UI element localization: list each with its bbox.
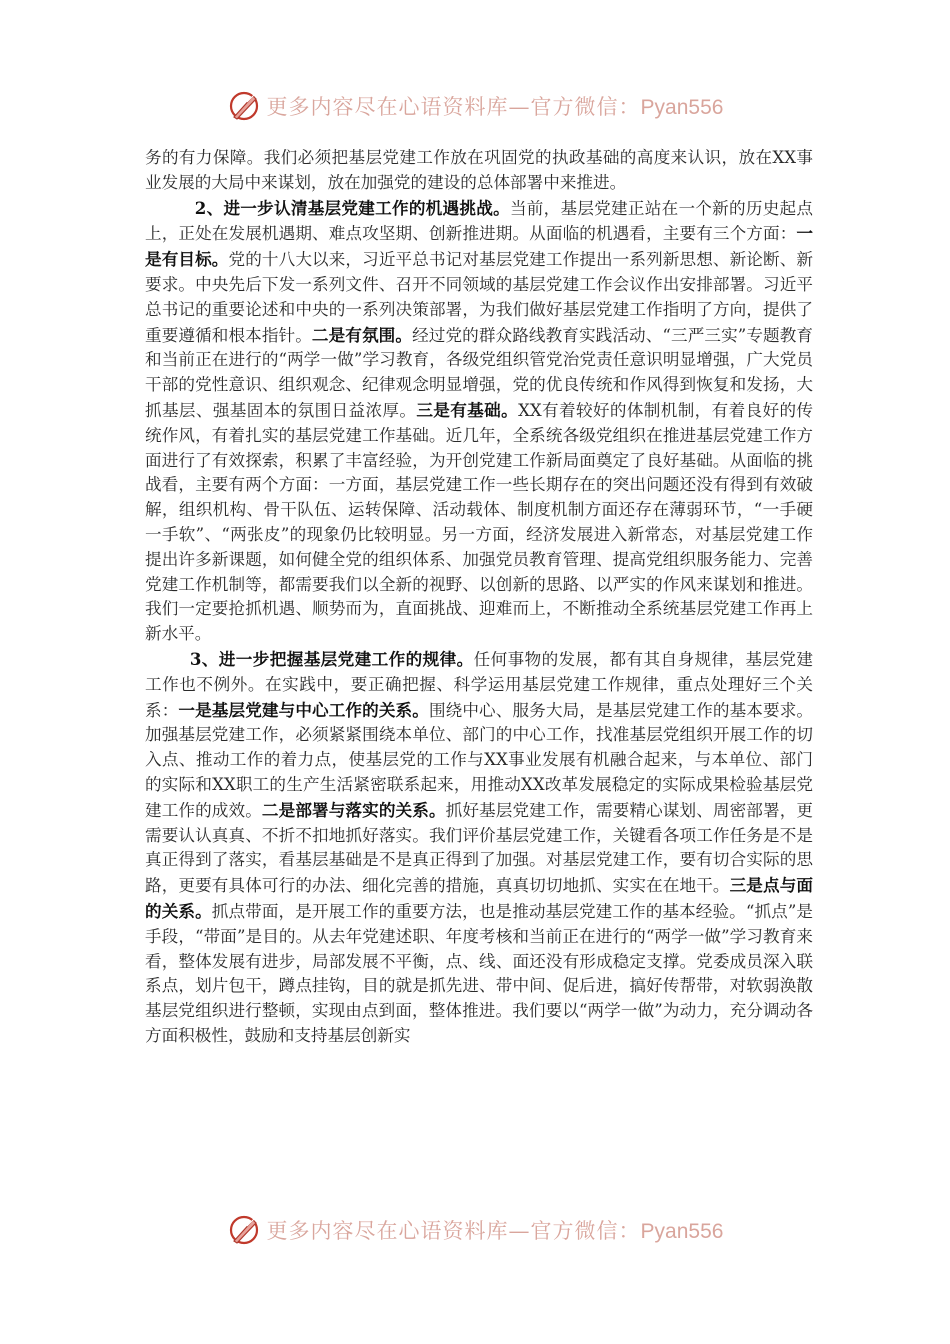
paragraph bbox=[145, 146, 813, 196]
body-text: 务的有力保障。我们必须把基层党建工作放在巩固党的执政基础的高度来认识，放在XX事业发展的大局中来谋划，放在加强党的建设的总体部署中来推进。 bbox=[145, 148, 813, 192]
bold-heading-text: 二是有氛围。 bbox=[311, 324, 413, 345]
footer-banner bbox=[0, 1208, 950, 1252]
bold-heading-text: 二是部署与落实的关系。 bbox=[261, 799, 446, 820]
banner-text bbox=[267, 91, 724, 121]
body-text: 任何事物的发展，都有其自身规律，基层党建工作也不例外。在实践中，要正确把握、科学运用基层党建工作规律，重点处理好三个关系： bbox=[145, 649, 814, 720]
body-text: 抓点带面，是开展工作的重要方法，也是推动基层党建工作的基本经验。“抓点”是手段，“带面”是目的。从去年党建述职、年度考核和当前正在进行的“两学一做”学习教育来看，整体发展有进步，局部发展不平衡，点、线、面还没有形成稳定支撑。党委成员深入联系点，划片包干，蹲点挂钩，目的就是抓先进、带中间、促后进，搞好传帮带，对软弱涣散基层党组织进行整顿，实现由点到面，整体推进。我们要以“两学一做”为动力，充分调动各方面积极性，鼓励和支持基层创新实 bbox=[145, 901, 813, 1045]
body-text: 抓好基层党建工作，需要精心谋划、周密部署，更需要认认真真、不折不扣地抓好落实。我们评价基层党建工作，关键看各项工作任务是不是真正得到了落实，看基层基础是不是真正得到了加强。对基层党建工作，要有切合实际的思路，更要有具体可行的办法、细化完善的措施，真真切切地抓、实实在在地干。 bbox=[145, 800, 814, 896]
body-text: 党的十八大以来，习近平总书记对基层党建工作提出一系列新思想、新论断、新要求。中央先后下发一系列文件、召开不同领域的基层党建工作会议作出安排部署。习近平总书记的重要论述和中央的一系列决策部署，为我们做好基层党建工作指明了方向，提供了重要遵循和根本指针。 bbox=[145, 250, 813, 345]
header-banner bbox=[0, 84, 950, 128]
bold-heading-text: 三是有基础。 bbox=[416, 399, 519, 420]
quill-logo-icon bbox=[227, 1213, 261, 1247]
wechat-id: Pyan556 bbox=[640, 96, 724, 119]
bold-heading-text: 一是基层党建与中心工作的关系。 bbox=[178, 699, 429, 720]
body-text: 当前，基层党建正站在一个新的历史起点上，正处在发展机遇期、难点攻坚期、创新推进期。从面临的机遇看，主要有三个方面： bbox=[145, 198, 814, 244]
body-text: XX有着较好的体制机制，有着良好的传统作风，有着扎实的基层党建工作基础。近几年，全系统各级党组织在推进基层党建工作方面进行了有效探索，积累了丰富经验，为开创党建工作新局面奠定了良好基础。从面临的挑战看，主要有两个方面：一方面，基层党建工作一些长期存在的突出问题还没有得到有效破解，组织机构、骨干队伍、运转保障、活动载体、制度机制方面还存在薄弱环节，“一手硬一手软”、“两张皮”的现象仍比较明显。另一方面，经济发展进入新常态，对基层党建工作提出许多新课题，如何健全党的组织体系、加强党员教育管理、提高党组织服务能力、完善党建工作机制等，都需要我们以全新的视野、以创新的思路、以严实的作风来谋划和推进。我们一定要抢抓机遇、顺势而为，直面挑战、迎难而上，不断推动全系统基层党建工作再上新水平。 bbox=[145, 400, 813, 644]
bold-heading-text: 3、进一步把握基层党建工作的规律。 bbox=[189, 648, 474, 669]
banner-label: 更多内容尽在心语资料库—官方微信： bbox=[266, 1219, 641, 1243]
document-body bbox=[145, 146, 813, 1049]
wechat-id: Pyan556 bbox=[640, 1220, 724, 1243]
paragraph bbox=[145, 196, 813, 647]
banner-label: 更多内容尽在心语资料库—官方微信： bbox=[266, 95, 641, 119]
bold-heading-text: 一是有目标。 bbox=[145, 223, 813, 270]
bold-heading-text: 三是点与面的关系。 bbox=[145, 875, 813, 921]
paragraph bbox=[145, 647, 813, 1049]
quill-logo-icon bbox=[227, 89, 261, 123]
banner-text bbox=[267, 1215, 724, 1245]
bold-heading-text: 2、进一步认清基层党建工作的机遇挑战。 bbox=[194, 197, 510, 218]
body-text: 经过党的群众路线教育实践活动、“三严三实”专题教育和当前正在进行的“两学一做”学习教育，各级党组织管党治党责任意识明显增强，广大党员干部的党性意识、组织观念、纪律观念明显增强，党的优良传统和作风得到恢复和发扬，大抓基层、强基固本的氛围日益浓厚。 bbox=[145, 325, 814, 420]
body-text: 围绕中心、服务大局，是基层党建工作的基本要求。加强基层党建工作，必须紧紧围绕本单位、部门的中心工作，找准基层党组织开展工作的切入点、推动工作的着力点，使基层党的工作与XX事业发展有机融合起来，与本单位、部门的实际和XX职工的生产生活紧密联系起来，用推动XX改革发展稳定的实际成果检验基层党建工作的成效。 bbox=[145, 700, 814, 820]
